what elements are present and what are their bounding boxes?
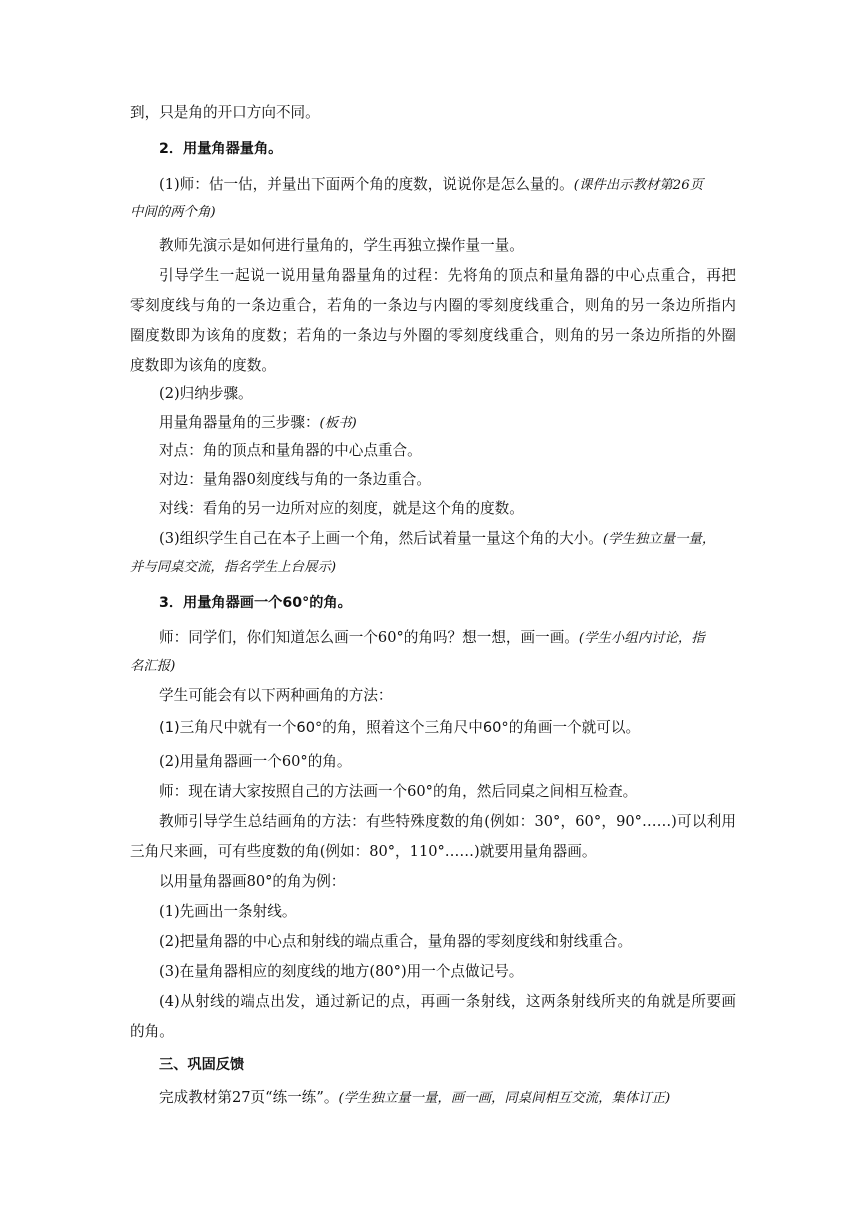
paragraph-line: 度数即为该角的度数。 bbox=[130, 357, 276, 374]
teaching-note: (课件出示教材第26页 bbox=[573, 178, 704, 193]
paragraph-line: 师：现在请大家按照自己的方法画一个60°的角，然后同桌之间相互检查。 bbox=[159, 783, 638, 800]
paragraph-line: 对点：角的顶点和量角器的中心点重合。 bbox=[159, 442, 422, 459]
paragraph-line: (4)从射线的端点出发，通过新记的点，再画一条射线，这两条射线所夹的角就是所要画 bbox=[159, 993, 736, 1010]
teaching-note: 并与同桌交流，指名学生上台展示) bbox=[130, 560, 337, 575]
paragraph-line: 到，只是角的开口方向不同。 bbox=[130, 104, 320, 121]
paragraph-line: (3)在量角器相应的刻度线的地方(80°)用一个点做记号。 bbox=[159, 963, 524, 980]
paragraph-line bbox=[159, 529, 736, 550]
paragraph-line: 教师引导学生总结画角的方法：有些特殊度数的角(例如：30°，60°，90°……)可以利用 bbox=[159, 813, 736, 830]
paragraph-line: 三角尺来画，可有些度数的角(例如：80°，110°……)就要用量角器画。 bbox=[130, 843, 597, 860]
section-heading: 3．用量角器画一个60°的角。 bbox=[159, 595, 352, 611]
paragraph-line: 教师先演示是如何进行量角的，学生再独立操作量一量。 bbox=[159, 237, 524, 254]
paragraph-text: (3)组织学生自己在本子上画一个角，然后试着量一量这个角的大小。 bbox=[159, 530, 603, 547]
paragraph-text: (1)师：估一估，并量出下面两个角的度数，说说你是怎么量的。 bbox=[159, 176, 574, 193]
teaching-note: 中间的两个角) bbox=[130, 205, 216, 220]
paragraph-line: (2)归纳步骤。 bbox=[159, 385, 253, 402]
paragraph-line: 对边：量角器0刻度线与角的一条边重合。 bbox=[159, 471, 431, 488]
paragraph-line: 对线：看角的另一边所对应的刻度，就是这个角的度数。 bbox=[159, 500, 524, 517]
paragraph-line bbox=[159, 628, 736, 649]
teaching-note: 名汇报) bbox=[130, 659, 176, 674]
paragraph-line bbox=[159, 413, 736, 434]
paragraph-text: 完成教材第27页“练一练”。 bbox=[159, 1089, 339, 1106]
section-heading: 2．用量角器量角。 bbox=[159, 141, 283, 157]
teaching-note: (学生独立量一量，画一画，同桌间相互交流，集体订正) bbox=[338, 1091, 671, 1106]
section-heading: 三、巩固反馈 bbox=[159, 1057, 245, 1073]
paragraph-line: 的角。 bbox=[130, 1023, 174, 1040]
paragraph-line bbox=[159, 1088, 736, 1109]
paragraph-line: (1)三角尺中就有一个60°的角，照着这个三角尺中60°的角画一个就可以。 bbox=[159, 719, 641, 736]
paragraph-line bbox=[159, 175, 736, 196]
paragraph-line: 学生可能会有以下两种画角的方法： bbox=[159, 687, 393, 704]
paragraph-text: 师：同学们，你们知道怎么画一个60°的角吗？想一想，画一画。 bbox=[159, 629, 579, 646]
teaching-note: (板书) bbox=[319, 416, 357, 431]
paragraph-line: (2)把量角器的中心点和射线的端点重合，量角器的零刻度线和射线重合。 bbox=[159, 933, 633, 950]
paragraph-line: (2)用量角器画一个60°的角。 bbox=[159, 753, 352, 770]
paragraph-line: (1)先画出一条射线。 bbox=[159, 903, 297, 920]
paragraph-line: 以用量角器画80°的角为例： bbox=[159, 873, 346, 890]
paragraph-line: 引导学生一起说一说用量角器量角的过程：先将角的顶点和量角器的中心点重合，再把 bbox=[159, 267, 736, 284]
paragraph-text: 用量角器量角的三步骤： bbox=[159, 414, 320, 431]
paragraph-line: 零刻度线与角的一条边重合，若角的一条边与内圈的零刻度线重合，则角的另一条边所指内 bbox=[130, 297, 736, 314]
teaching-note: (学生独立量一量， bbox=[602, 532, 716, 547]
teaching-note: (学生小组内讨论，指 bbox=[578, 631, 705, 646]
paragraph-line: 圈度数即为该角的度数；若角的一条边与外圈的零刻度线重合，则角的另一条边所指的外圈 bbox=[130, 327, 736, 344]
